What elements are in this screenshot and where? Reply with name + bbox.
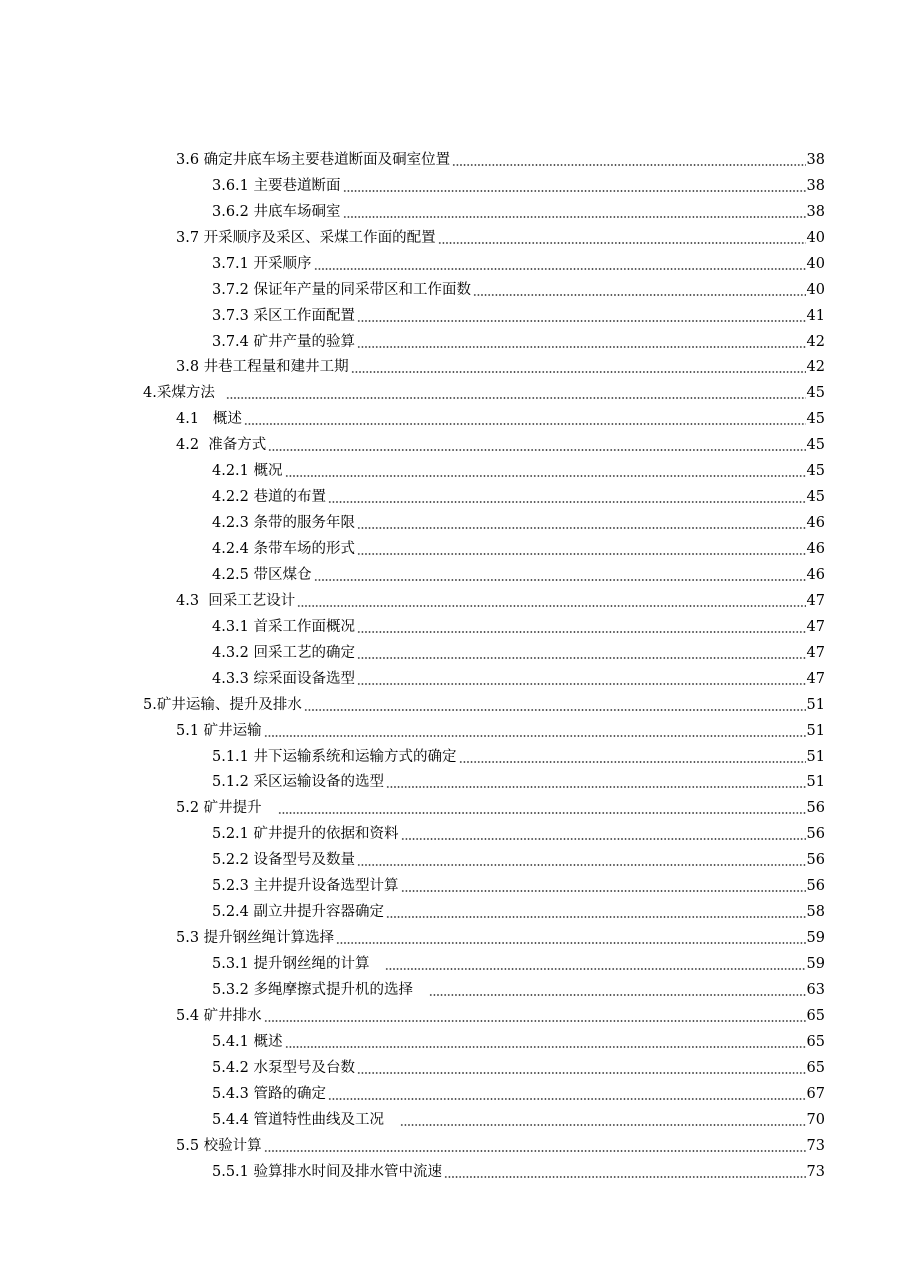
dot-leader — [285, 475, 806, 477]
toc-entry[interactable] — [0, 534, 920, 560]
toc-entry-page-number: 42 — [806, 359, 825, 376]
toc-entry[interactable] — [0, 897, 920, 923]
toc-entry-page-number: 40 — [806, 255, 825, 272]
toc-entry-number: 3.8 — [176, 359, 204, 376]
toc-entry-title: 多绳摩擦式提升机的选择 — [253, 981, 427, 998]
toc-entry-line — [212, 279, 825, 301]
toc-entry-page-number: 51 — [806, 774, 825, 791]
toc-entry-line — [176, 1005, 825, 1027]
toc-entry-page-number: 56 — [806, 800, 825, 817]
toc-entry-page-number: 73 — [806, 1137, 825, 1154]
toc-entry-title: 矿井产量的验算 — [253, 333, 356, 350]
toc-entry-title: 确定井底车场主要巷道断面及硐室位置 — [203, 151, 451, 168]
dot-leader — [473, 294, 806, 296]
toc-entry[interactable] — [0, 482, 920, 508]
toc-entry-title: 采区运输设备的选型 — [253, 774, 385, 791]
dot-leader — [285, 1046, 806, 1048]
toc-entry-number: 5.1.2 — [212, 774, 254, 791]
toc-entry[interactable] — [0, 638, 920, 664]
toc-entry-page-number: 38 — [806, 151, 825, 168]
toc-entry[interactable] — [0, 223, 920, 249]
toc-entry-number: 5.4.4 — [212, 1111, 254, 1128]
toc-entry[interactable] — [0, 845, 920, 871]
toc-entry-page-number: 63 — [806, 981, 825, 998]
toc-entry-line — [212, 1057, 825, 1079]
dot-leader — [357, 346, 806, 348]
dot-leader — [351, 371, 806, 373]
toc-entry-title: 首采工作面概况 — [253, 618, 356, 635]
toc-entry-line — [212, 564, 825, 586]
toc-entry[interactable] — [0, 353, 920, 379]
toc-entry[interactable] — [0, 768, 920, 794]
toc-entry-page-number: 45 — [806, 437, 825, 454]
toc-entry-page-number: 40 — [806, 281, 825, 298]
toc-entry-number: 4.2.2 — [212, 489, 254, 506]
dot-leader — [297, 605, 805, 607]
dot-leader — [328, 1098, 806, 1100]
toc-entry-title: 主井提升设备选型计算 — [253, 878, 399, 895]
toc-entry-page-number: 47 — [806, 618, 825, 635]
dot-leader — [264, 1020, 806, 1022]
toc-entry[interactable] — [0, 275, 920, 301]
toc-entry-title: 提升钢丝绳的计算 — [253, 956, 384, 972]
toc-entry-page-number: 59 — [806, 930, 825, 947]
toc-entry-number: 5.2.2 — [212, 852, 254, 869]
toc-entry-page-number: 45 — [806, 463, 825, 480]
toc-entry-page-number: 51 — [806, 696, 825, 713]
toc-entry-line — [176, 720, 825, 742]
dot-leader — [357, 527, 806, 529]
toc-entry-line — [212, 1109, 825, 1131]
toc-entry-line — [176, 408, 825, 430]
toc-entry[interactable] — [0, 456, 920, 482]
toc-entry-number: 4.2.3 — [212, 515, 254, 532]
dot-leader — [357, 631, 806, 633]
toc-entry-title: 井下运输系统和运输方式的确定 — [253, 748, 457, 765]
toc-entry[interactable] — [0, 664, 920, 690]
toc-entry-line — [176, 356, 825, 378]
toc-entry-page-number: 38 — [806, 203, 825, 220]
toc-entry-page-number: 65 — [806, 1033, 825, 1050]
toc-entry-title: 概述 — [253, 1033, 283, 1050]
toc-entry-title: 条带的服务年限 — [253, 515, 356, 532]
toc-entry[interactable] — [0, 301, 920, 327]
toc-entry[interactable] — [0, 871, 920, 897]
toc-entry-number: 5.3.2 — [212, 981, 254, 998]
toc-entry-number: 5.3 — [176, 930, 204, 947]
toc-entry[interactable] — [0, 793, 920, 819]
dot-leader — [314, 268, 806, 270]
toc-entry-title: 管道特性曲线及工况 — [253, 1111, 398, 1128]
toc-entry-page-number: 47 — [806, 644, 825, 661]
toc-entry-number: 3.6.1 — [212, 177, 254, 194]
toc-entry-line — [176, 1135, 825, 1157]
toc-entry-line — [212, 771, 825, 793]
toc-entry-page-number: 42 — [806, 333, 825, 350]
dot-leader — [400, 1124, 806, 1126]
dot-leader — [268, 449, 805, 451]
toc-entry-page-number: 65 — [806, 1007, 825, 1024]
toc-entry[interactable] — [0, 197, 920, 223]
toc-entry-line — [212, 1083, 825, 1105]
toc-entry-title: 管路的确定 — [253, 1085, 327, 1102]
toc-entry-title: 概述 — [212, 411, 242, 428]
dot-leader — [264, 735, 806, 737]
toc-entry-title: 副立井提升容器确定 — [253, 904, 385, 921]
toc-entry-page-number: 38 — [806, 177, 825, 194]
toc-entry-title: 矿井运输 — [203, 722, 262, 739]
toc-entry-number: 4.3.2 — [212, 644, 254, 661]
toc-entry-line — [176, 434, 825, 456]
toc-entry[interactable] — [0, 430, 920, 456]
toc-entry-line — [212, 512, 825, 534]
toc-entry-number: 3.7.4 — [212, 333, 254, 350]
toc-entry-title: 带区煤仓 — [253, 566, 312, 583]
dot-leader — [438, 242, 806, 244]
toc-entry-page-number: 45 — [806, 489, 825, 506]
toc-entry-title: 矿井提升 — [203, 800, 276, 817]
toc-entry-title: 矿井运输、提升及排水 — [156, 696, 302, 713]
toc-entry-number: 4.2.4 — [212, 541, 254, 557]
toc-entry-line — [212, 486, 825, 508]
toc-entry-line — [212, 979, 825, 1001]
toc-entry-page-number: 45 — [806, 411, 825, 428]
toc-entry-number: 3.7.3 — [212, 307, 254, 324]
toc-entry-title: 设备型号及数量 — [253, 852, 356, 869]
toc-entry-number: 5.3.1 — [212, 956, 254, 972]
toc-entry-number: 5.5.1 — [212, 1163, 254, 1180]
dot-leader — [264, 1150, 806, 1152]
toc-entry-page-number: 41 — [806, 307, 825, 324]
toc-entry[interactable] — [0, 612, 920, 638]
toc-entry[interactable] — [0, 742, 920, 768]
dot-leader — [357, 320, 806, 322]
toc-entry-line — [212, 616, 825, 638]
toc-entry-line — [212, 642, 825, 664]
toc-entry-title: 提升钢丝绳计算选择 — [203, 930, 335, 947]
toc-entry-line — [143, 694, 825, 716]
toc-entry-line — [212, 305, 825, 327]
toc-entry[interactable] — [0, 975, 920, 1001]
toc-entry-title: 准备方式 — [208, 437, 267, 454]
toc-entry-number: 5.4 — [176, 1007, 204, 1024]
toc-entry[interactable] — [0, 1001, 920, 1027]
dot-leader — [343, 190, 806, 192]
toc-entry[interactable] — [0, 145, 920, 171]
toc-entry-line — [212, 875, 825, 897]
dot-leader — [385, 968, 805, 970]
dot-leader — [429, 994, 806, 996]
toc-entry-title: 采区工作面配置 — [253, 307, 356, 324]
toc-entry-number: 5.2.3 — [212, 878, 254, 895]
dot-leader — [357, 657, 806, 659]
toc-entry-title: 回采工艺的确定 — [253, 644, 356, 661]
toc-entry[interactable] — [0, 560, 920, 586]
toc-entry-page-number: 56 — [806, 878, 825, 895]
toc-entry-line — [176, 149, 825, 171]
toc-entry[interactable] — [0, 404, 920, 430]
toc-entry-number: 5.2.4 — [212, 904, 254, 921]
toc-entry-number: 3.7.1 — [212, 255, 254, 272]
toc-entry-page-number: 47 — [806, 670, 825, 687]
toc-entry-page-number: 47 — [806, 592, 825, 609]
dot-leader — [401, 838, 806, 840]
table-of-contents — [0, 145, 920, 1183]
toc-entry-number: 4.2.1 — [212, 463, 254, 480]
toc-entry-page-number: 65 — [806, 1059, 825, 1076]
toc-entry-page-number: 46 — [806, 566, 825, 583]
toc-entry-line — [176, 797, 825, 819]
toc-entry-title: 验算排水时间及排水管中流速 — [253, 1163, 443, 1180]
toc-entry-title: 条带车场的形式 — [253, 541, 356, 557]
toc-entry-title: 采煤方法 — [156, 385, 225, 402]
toc-entry-number: 3.6.2 — [212, 203, 254, 220]
toc-entry-line — [212, 823, 825, 845]
dot-leader — [343, 216, 806, 218]
toc-entry-title: 矿井提升的依据和资料 — [253, 826, 399, 843]
toc-entry[interactable] — [0, 1105, 920, 1131]
dot-leader — [304, 709, 806, 711]
toc-entry[interactable] — [0, 1079, 920, 1105]
toc-entry-line — [143, 382, 825, 404]
toc-entry[interactable] — [0, 690, 920, 716]
toc-entry-number: 5.2 — [176, 800, 204, 817]
toc-entry-number: 5. — [143, 696, 157, 713]
toc-entry-page-number: 70 — [806, 1111, 825, 1128]
toc-entry[interactable] — [0, 1027, 920, 1053]
toc-entry-page-number: 58 — [806, 904, 825, 921]
toc-entry-line — [212, 849, 825, 871]
toc-entry-number: 5.1.1 — [212, 748, 254, 765]
toc-entry-number: 3.6 — [176, 151, 204, 168]
toc-entry-number: 5.4.2 — [212, 1059, 254, 1076]
toc-entry-line — [176, 227, 825, 249]
toc-entry-number: 5.5 — [176, 1137, 204, 1154]
toc-entry[interactable] — [0, 1131, 920, 1157]
toc-entry-line — [176, 927, 825, 949]
toc-entry-number: 4.3.3 — [212, 670, 254, 687]
dot-leader — [401, 890, 806, 892]
toc-entry[interactable] — [0, 716, 920, 742]
toc-entry-page-number: 56 — [806, 826, 825, 843]
toc-entry-page-number: 59 — [806, 956, 825, 972]
toc-entry-number: 4.1 — [176, 411, 213, 428]
dot-leader — [386, 916, 806, 918]
toc-entry-line — [212, 668, 825, 690]
toc-entry-number: 5.2.1 — [212, 826, 254, 843]
dot-leader — [244, 423, 806, 425]
toc-entry-line — [212, 175, 825, 197]
toc-entry-page-number: 51 — [806, 748, 825, 765]
dot-leader — [336, 942, 805, 944]
toc-entry-page-number: 51 — [806, 722, 825, 739]
toc-entry-number: 4.3 — [176, 592, 209, 609]
toc-entry[interactable] — [0, 1053, 920, 1079]
toc-entry[interactable] — [0, 508, 920, 534]
toc-entry[interactable] — [0, 327, 920, 353]
toc-entry-title: 概况 — [253, 463, 283, 480]
toc-entry-line — [212, 953, 825, 975]
toc-entry-title: 回采工艺设计 — [208, 592, 296, 609]
toc-entry-number: 5.1 — [176, 722, 204, 739]
toc-entry-number: 3.7 — [176, 229, 204, 246]
toc-entry-line — [212, 201, 825, 223]
toc-entry-page-number: 46 — [806, 515, 825, 532]
toc-entry-page-number: 67 — [806, 1085, 825, 1102]
toc-entry-title: 水泵型号及台数 — [253, 1059, 356, 1076]
toc-entry-line — [212, 901, 825, 923]
toc-entry-title: 保证年产量的同采带区和工作面数 — [253, 281, 472, 298]
dot-leader — [357, 553, 806, 555]
toc-entry-number: 3.7.2 — [212, 281, 254, 298]
toc-entry-number: 4.2.5 — [212, 566, 254, 583]
toc-entry[interactable] — [0, 249, 920, 275]
toc-entry-line — [176, 590, 825, 612]
toc-entry-number: 4. — [143, 385, 157, 402]
toc-entry-line — [212, 1161, 825, 1183]
toc-entry[interactable] — [0, 949, 920, 975]
toc-entry-title: 开采顺序及采区、采煤工作面的配置 — [203, 229, 436, 246]
toc-entry-title: 井巷工程量和建井工期 — [203, 359, 349, 376]
toc-entry-line — [212, 331, 825, 353]
toc-entry-line — [212, 538, 825, 560]
toc-entry-title: 综采面设备选型 — [253, 670, 356, 687]
toc-entry-line — [212, 1031, 825, 1053]
toc-entry[interactable] — [0, 923, 920, 949]
toc-entry[interactable] — [0, 378, 920, 404]
dot-leader — [459, 761, 806, 763]
toc-entry-title: 巷道的布置 — [253, 489, 327, 506]
dot-leader — [328, 501, 806, 503]
toc-entry-page-number: 45 — [806, 385, 825, 402]
toc-entry-line — [212, 460, 825, 482]
toc-entry-number: 5.4.1 — [212, 1033, 254, 1050]
toc-entry-title: 主要巷道断面 — [253, 177, 341, 194]
dot-leader — [226, 397, 805, 399]
dot-leader — [386, 786, 806, 788]
dot-leader — [278, 812, 806, 814]
toc-entry-page-number: 46 — [806, 541, 825, 557]
toc-entry-page-number: 56 — [806, 852, 825, 869]
dot-leader — [444, 1176, 806, 1178]
toc-entry-title: 校验计算 — [203, 1137, 262, 1154]
dot-leader — [357, 683, 806, 685]
toc-entry-number: 4.3.1 — [212, 618, 254, 635]
toc-entry-page-number: 40 — [806, 229, 825, 246]
toc-entry[interactable] — [0, 819, 920, 845]
toc-entry-title: 矿井排水 — [203, 1007, 262, 1024]
dot-leader — [357, 1072, 806, 1074]
toc-entry[interactable] — [0, 586, 920, 612]
dot-leader — [452, 164, 805, 166]
toc-entry-line — [212, 253, 825, 275]
dot-leader — [314, 579, 806, 581]
toc-entry-title: 井底车场硐室 — [253, 203, 341, 220]
toc-entry-line — [212, 746, 825, 768]
toc-entry-number: 5.4.3 — [212, 1085, 254, 1102]
dot-leader — [357, 864, 806, 866]
toc-entry-title: 开采顺序 — [253, 255, 312, 272]
toc-entry-page-number: 73 — [806, 1163, 825, 1180]
toc-entry[interactable] — [0, 171, 920, 197]
toc-entry[interactable] — [0, 1157, 920, 1183]
toc-entry-number: 4.2 — [176, 437, 209, 454]
